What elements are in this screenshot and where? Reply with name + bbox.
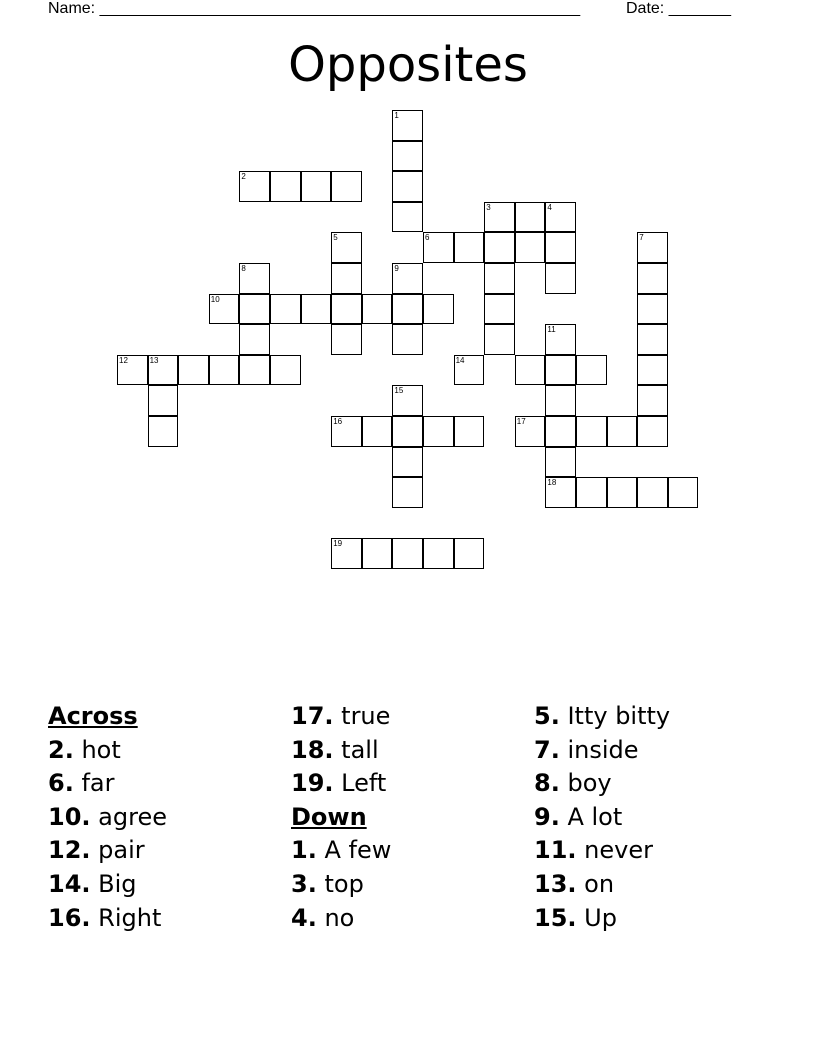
clue-item-number: 4. [291,903,317,932]
clue-number: 1 [394,111,399,120]
grid-cell[interactable] [362,416,393,447]
grid-cell[interactable] [545,263,576,294]
grid-cell[interactable] [301,294,332,325]
date-field-label: Date: _______ [626,0,731,17]
clue-item [534,902,774,936]
puzzle-title: Opposites [288,37,528,93]
clue-number: 13 [149,355,159,365]
clue-item-number: 14. [48,869,91,898]
name-field-label: Name: ______________________________________________________ [48,0,581,17]
grid-cell[interactable] [331,416,362,447]
grid-cell[interactable] [362,538,393,569]
clue-item-number: 18. [291,735,334,764]
grid-cell[interactable] [331,232,362,263]
clue-item-text: tall [341,735,379,764]
clue-item-text: Left [341,769,387,798]
grid-cell[interactable] [148,355,179,386]
grid-cell[interactable] [454,232,485,263]
clue-list [48,700,768,940]
grid-cell[interactable] [392,141,423,172]
clue-item [291,902,531,936]
clue-item-text: true [341,702,391,730]
clue-item-number: 9. [534,802,560,831]
clue-item-text: pair [98,836,145,865]
grid-cell[interactable] [392,416,423,447]
grid-cell[interactable] [484,324,515,355]
clue-item-text: no [324,903,355,932]
clue-number: 6 [425,233,430,243]
grid-cell[interactable] [392,447,423,478]
grid-cell[interactable] [239,355,270,386]
grid-cell[interactable] [545,416,576,447]
clue-item-text: Big [98,869,137,898]
clue-item [48,902,288,936]
grid-cell[interactable] [454,416,485,447]
clue-number: 14 [455,355,465,365]
clue-number: 5 [333,233,338,243]
clue-column-2 [291,700,531,935]
clue-item [534,734,774,768]
clue-item-number: 3. [291,869,317,898]
grid-cell[interactable] [637,355,668,386]
grid-cell[interactable] [270,171,301,202]
clue-item [291,734,531,768]
clue-column-1 [48,700,288,935]
clue-item [48,767,288,801]
clue-number: 18 [547,478,557,488]
clue-item-number: 12. [48,836,91,865]
grid-cell[interactable] [637,416,668,447]
clue-item-number: 17. [291,702,334,730]
clue-number: 3 [486,202,491,212]
clue-number: 2 [241,172,246,182]
clue-item [48,868,288,902]
clue-item [291,767,531,801]
grid-cell[interactable] [545,385,576,416]
grid-cell[interactable] [392,477,423,508]
clue-number: 11 [547,325,556,335]
grid-cell[interactable] [637,477,668,508]
clue-item [534,700,774,734]
clue-item-number: 6. [48,769,74,798]
grid-cell[interactable] [576,477,607,508]
clue-item-number: 2. [48,735,74,764]
grid-cell[interactable] [668,477,699,508]
grid-cell[interactable] [331,294,362,325]
clue-item-number: 11. [534,836,577,865]
grid-cell[interactable] [331,538,362,569]
clue-item [48,801,288,835]
grid-cell[interactable] [484,232,515,263]
grid-cell[interactable] [392,171,423,202]
grid-cell[interactable] [270,294,301,325]
grid-cell[interactable] [270,355,301,386]
clue-item [534,868,774,902]
clue-item [48,734,288,768]
grid-cell[interactable] [607,477,638,508]
clue-item-text: never [584,836,653,865]
grid-cell[interactable] [301,171,332,202]
clue-item [291,868,531,902]
clue-item-text: Itty bitty [567,702,671,730]
grid-cell[interactable] [392,294,423,325]
grid-cell[interactable] [545,447,576,478]
grid-cell[interactable] [178,355,209,386]
grid-cell[interactable] [392,202,423,233]
grid-cell[interactable] [484,263,515,294]
clue-item [291,700,531,734]
grid-cell[interactable] [515,232,546,263]
grid-cell[interactable] [148,416,179,447]
grid-cell[interactable] [331,171,362,202]
clue-item-text: agree [98,802,167,831]
clue-item-number: 8. [534,769,560,798]
grid-cell[interactable] [423,416,454,447]
grid-cell[interactable] [239,294,270,325]
grid-cell[interactable] [423,294,454,325]
clue-number: 12 [119,355,128,365]
clue-number: 8 [241,264,246,273]
grid-cell[interactable] [545,355,576,386]
clue-number: 19 [333,539,343,549]
grid-cell[interactable] [607,416,638,447]
grid-cell[interactable] [117,355,148,386]
grid-cell[interactable] [209,355,240,386]
clue-item-number: 10. [48,802,91,831]
grid-cell[interactable] [454,538,485,569]
clue-number: 17 [516,417,526,426]
clue-item-text: inside [567,735,639,764]
clue-item [534,801,774,835]
grid-cell[interactable] [392,324,423,355]
grid-cell[interactable] [392,385,423,416]
clue-item-text: top [324,869,364,898]
clue-item-number: 16. [48,903,91,932]
grid-cell[interactable] [484,202,515,233]
clue-number: 10 [210,294,220,304]
clue-item-number: 7. [534,735,560,764]
grid-cell[interactable] [545,324,576,355]
clue-item-text: Up [584,903,617,932]
grid-cell[interactable] [515,416,546,447]
grid-cell[interactable] [454,355,485,386]
grid-cell[interactable] [637,294,668,325]
grid-cell[interactable] [484,294,515,325]
clue-number: 16 [333,417,343,426]
clue-item-number: 13. [534,869,577,898]
clue-item-text: boy [567,769,612,798]
clue-item-text: A few [324,836,392,865]
grid-cell[interactable] [545,477,576,508]
clue-item-text: Right [98,903,162,932]
grid-cell[interactable] [515,202,546,233]
clue-item [48,834,288,868]
grid-cell[interactable] [423,232,454,263]
clue-number: 15 [394,386,404,396]
clue-heading: Across [48,702,138,730]
grid-cell[interactable] [239,263,270,294]
clue-item-number: 19. [291,769,334,798]
grid-cell[interactable] [545,202,576,233]
clue-item [291,834,531,868]
grid-cell[interactable] [392,263,423,294]
clue-item [534,834,774,868]
grid-cell[interactable] [576,355,607,386]
clue-item-text: hot [81,735,121,764]
grid-cell[interactable] [239,324,270,355]
grid-cell[interactable] [392,110,423,141]
grid-cell[interactable] [423,538,454,569]
clue-item-number: 5. [534,702,560,730]
clue-item-text: on [584,869,615,898]
clue-item-text: A lot [567,802,623,831]
grid-cell[interactable] [331,263,362,294]
clue-item-number: 15. [534,903,577,932]
grid-cell[interactable] [637,324,668,355]
grid-cell[interactable] [148,385,179,416]
grid-cell[interactable] [209,294,240,325]
grid-cell[interactable] [545,232,576,263]
clue-heading: Down [291,802,367,831]
grid-cell[interactable] [637,232,668,263]
clue-item-text: far [81,769,115,798]
clue-number: 4 [547,202,552,212]
clue-item [534,767,774,801]
grid-cell[interactable] [239,171,270,202]
clue-column-3 [534,700,774,935]
clue-item-number: 1. [291,836,317,865]
grid-cell[interactable] [331,324,362,355]
grid-cell[interactable] [576,416,607,447]
grid-cell[interactable] [362,294,393,325]
clue-number: 7 [639,233,644,243]
grid-cell[interactable] [637,385,668,416]
grid-cell[interactable] [392,538,423,569]
grid-cell[interactable] [637,263,668,294]
grid-cell[interactable] [515,355,546,386]
clue-number: 9 [394,264,399,273]
